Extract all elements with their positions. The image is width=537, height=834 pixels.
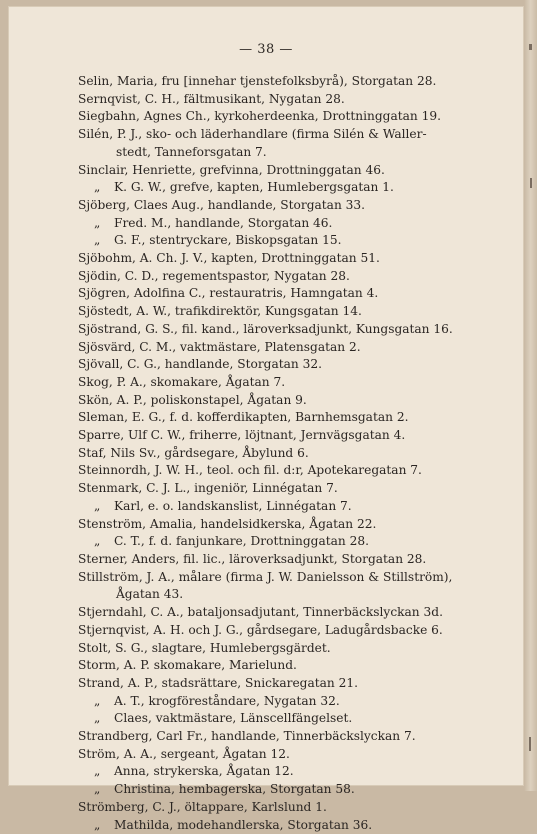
ditto-mark: „: [94, 498, 101, 513]
entry-text: Sparre, Ulf C. W., friherre, löjtnant, Jernvägsgatan 4.: [78, 428, 406, 443]
entry-line: [78, 374, 518, 392]
entry-text: Claes, vaktmästare, Länscellfängelset.: [114, 711, 353, 726]
entry-line: [78, 781, 518, 799]
ditto-mark: „: [94, 534, 101, 549]
entry-line: [78, 533, 518, 551]
entry-text: Stenmark, C. J. L., ingeniör, Linnégatan 7.: [78, 481, 338, 496]
entry-text: A. T., krogföreståndare, Nygatan 32.: [114, 693, 340, 708]
entry-text: Silén, P. J., sko- och läderhandlare (firma Silén & Waller-: [78, 127, 427, 142]
entry-text: Sernqvist, C. H., fältmusikant, Nygatan 28.: [78, 91, 345, 106]
entry-line: [78, 799, 518, 817]
entry-line: [78, 622, 518, 640]
ditto-mark: „: [94, 233, 101, 248]
entry-text: Stillström, J. A., målare (firma J. W. Danielsson & Stillström),: [78, 569, 453, 584]
entry-line: [78, 675, 518, 693]
entry-line: [78, 409, 518, 427]
ditto-mark: „: [94, 693, 101, 708]
entry-text: Strömberg, C. J., öltappare, Karlslund 1.: [78, 799, 327, 814]
entry-line: [78, 339, 518, 357]
entry-text: Sleman, E. G., f. d. kofferdikapten, Barnhemsgatan 2.: [78, 410, 409, 425]
edge-mark: [530, 178, 532, 188]
entry-text: K. G. W., grefve, kapten, Humlebergsgatan 1.: [114, 180, 394, 195]
entry-line: [78, 144, 518, 162]
entry-line: [78, 73, 518, 91]
entry-line: [78, 268, 518, 286]
entry-line: [78, 91, 518, 109]
entry-line: [78, 763, 518, 781]
entry-line: [78, 640, 518, 658]
entry-text: Sjöstrand, G. S., fil. kand., läroverksadjunkt, Kungsgatan 16.: [78, 321, 453, 336]
edge-mark: [529, 737, 531, 751]
entry-line: [78, 462, 518, 480]
entry-text: Sjöbohm, A. Ch. J. V., kapten, Drottninggatan 51.: [78, 251, 380, 266]
entry-text: Sjöberg, Claes Aug., handlande, Storgatan 33.: [78, 197, 366, 212]
entry-text: Anna, strykerska, Ågatan 12.: [114, 764, 294, 779]
entry-line: [78, 746, 518, 764]
entry-line: [78, 179, 518, 197]
ditto-mark: „: [94, 782, 101, 797]
entry-line: [78, 108, 518, 126]
entry-line: [78, 356, 518, 374]
entry-line: [78, 427, 518, 445]
entry-text: Stolt, S. G., slagtare, Humlebergsgärdet.: [78, 640, 331, 655]
entry-text: Strand, A. P., stadsrättare, Snickaregatan 21.: [78, 675, 359, 690]
entry-text: Stjernqvist, A. H. och J. G., gårdsegare, Ladugårdsbacke 6.: [78, 622, 443, 637]
entry-line: [78, 215, 518, 233]
entry-line: [78, 303, 518, 321]
ditto-mark: „: [94, 711, 101, 726]
entry-text: Ågatan 43.: [116, 587, 184, 602]
entry-line: [78, 321, 518, 339]
entry-line: [78, 498, 518, 516]
page-edge: [524, 0, 537, 791]
entry-text: Stenström, Amalia, handelsidkerska, Ågatan 22.: [78, 516, 377, 531]
entry-text: Staf, Nils Sv., gårdsegare, Åbylund 6.: [78, 445, 309, 460]
entry-line: [78, 693, 518, 711]
entry-text: Sjödin, C. D., regementspastor, Nygatan 28.: [78, 268, 350, 283]
ditto-mark: „: [94, 817, 101, 832]
entry-line: [78, 710, 518, 728]
ditto-mark: „: [94, 764, 101, 779]
entry-line: [78, 445, 518, 463]
entry-text: Ström, A. A., sergeant, Ågatan 12.: [78, 746, 290, 761]
entry-line: [78, 197, 518, 215]
entry-line: [78, 285, 518, 303]
entry-text: G. F., stentryckare, Biskopsgatan 15.: [114, 233, 342, 248]
entry-text: Steinnordh, J. W. H., teol. och fil. d:r, Apotekaregatan 7.: [78, 463, 422, 478]
entry-line: [78, 162, 518, 180]
entry-text: Siegbahn, Agnes Ch., kyrkoherdeenka, Drottninggatan 19.: [78, 109, 442, 124]
entry-text: Fred. M., handlande, Storgatan 46.: [114, 215, 333, 230]
entry-line: [78, 569, 518, 587]
entry-line: [78, 817, 518, 834]
entry-text: Storm, A. P. skomakare, Marielund.: [78, 658, 297, 673]
entry-text: Sjösvärd, C. M., vaktmästare, Platensgatan 2.: [78, 339, 361, 354]
entry-line: [78, 250, 518, 268]
entry-line: [78, 126, 518, 144]
entry-line: [78, 604, 518, 622]
entry-text: Sjövall, C. G., handlande, Storgatan 32.: [78, 357, 323, 372]
entry-line: [78, 657, 518, 675]
entry-line: [78, 480, 518, 498]
entry-text: Selin, Maria, fru [innehar tjenstefolksbyrå), Storgatan 28.: [78, 74, 437, 88]
entry-text: Sterner, Anders, fil. lic., läroverksadjunkt, Storgatan 28.: [78, 551, 427, 566]
ditto-mark: „: [94, 180, 101, 195]
entry-text: Sjöstedt, A. W., trafikdirektör, Kungsgatan 14.: [78, 304, 362, 319]
edge-mark: [529, 44, 532, 50]
entry-line: [78, 232, 518, 250]
directory-entries: [78, 73, 518, 834]
entry-text: Stjerndahl, C. A., bataljonsadjutant, Tinnerbäckslyckan 3d.: [78, 605, 443, 620]
entry-text: Skön, A. P., poliskonstapel, Ågatan 9.: [78, 392, 307, 407]
ditto-mark: „: [94, 215, 101, 230]
entry-text: Sjögren, Adolfina C., restauratris, Hamngatan 4.: [78, 286, 379, 301]
entry-text: Sinclair, Henriette, grefvinna, Drottninggatan 46.: [78, 162, 385, 177]
entry-text: Skog, P. A., skomakare, Ågatan 7.: [78, 374, 286, 389]
entry-line: [78, 586, 518, 604]
entry-text: Karl, e. o. landskanslist, Linnégatan 7.: [114, 498, 352, 513]
entry-text: C. T., f. d. fanjunkare, Drottninggatan 28.: [114, 534, 369, 549]
entry-line: [78, 516, 518, 534]
entry-line: [78, 551, 518, 569]
entry-text: Mathilda, modehandlerska, Storgatan 36.: [114, 817, 373, 832]
entry-text: Strandberg, Carl Fr., handlande, Tinnerbäckslyckan 7.: [78, 729, 416, 744]
entry-line: [78, 728, 518, 746]
entry-text: stedt, Tanneforsgatan 7.: [116, 144, 267, 159]
entry-text: Christina, hembagerska, Storgatan 58.: [114, 782, 355, 797]
entry-line: [78, 392, 518, 410]
document-page: [8, 6, 524, 832]
page-number: — 38 —: [239, 42, 293, 57]
